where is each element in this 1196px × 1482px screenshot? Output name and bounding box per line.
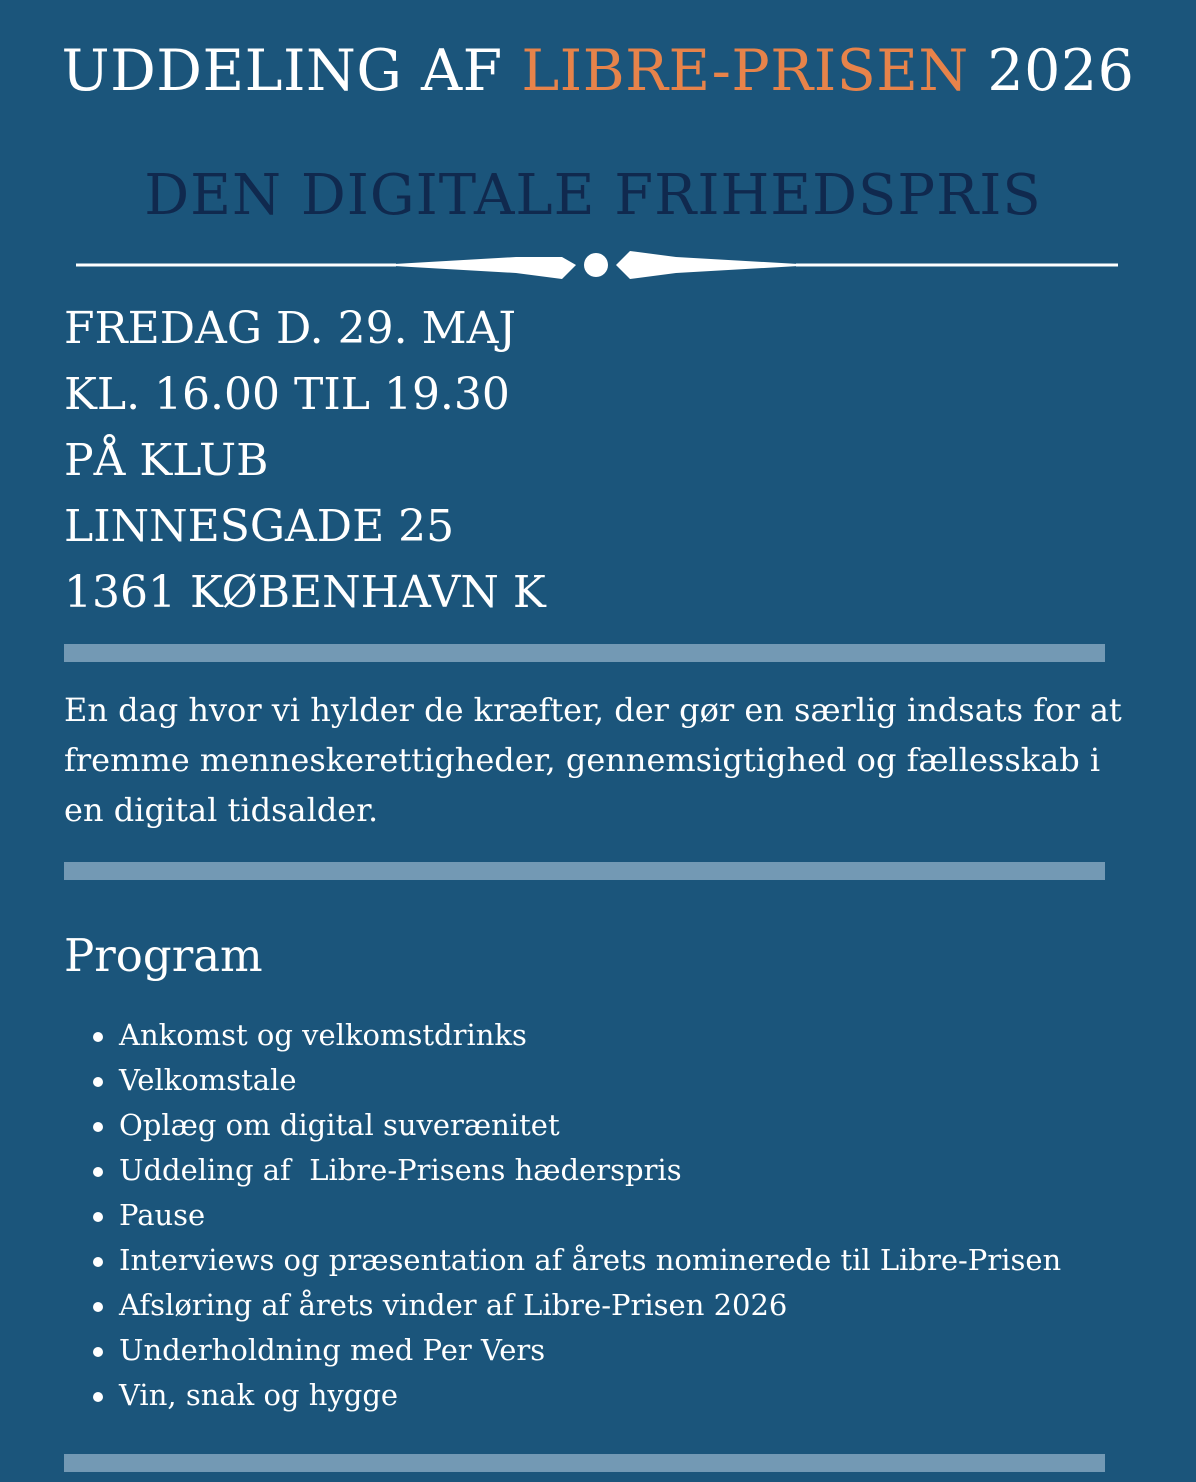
program-list <box>64 1013 1061 1418</box>
title-accent: LIBRE-PRISEN <box>521 38 969 104</box>
page-title <box>0 38 1196 104</box>
program-item: Underholdning med Per Vers <box>64 1328 1061 1373</box>
ornament-divider <box>76 249 1118 283</box>
event-street: LINNESGADE 25 <box>64 501 455 552</box>
event-venue: PÅ KLUB <box>64 435 269 486</box>
divider-rule <box>64 862 1105 880</box>
program-item: Interviews og præsentation af årets nominerede til Libre-Prisen <box>64 1238 1061 1283</box>
divider-rule <box>64 1454 1105 1472</box>
program-item: Pause <box>64 1193 1061 1238</box>
divider-rule <box>64 644 1105 662</box>
intro-text: En dag hvor vi hylder de kræfter, der gør en særlig indsats for at fremme menneskerettigheder, gennemsigtighed og fællesskab i en digital tidsalder. <box>64 691 1122 829</box>
event-city: 1361 KØBENHAVN K <box>64 567 546 618</box>
program-item: Velkomstale <box>64 1058 1061 1103</box>
event-date: FREDAG D. 29. MAJ <box>64 303 517 354</box>
program-item: Afsløring af årets vinder af Libre-Prisen 2026 <box>64 1283 1061 1328</box>
program-item: Vin, snak og hygge <box>64 1373 1061 1418</box>
program-item: Ankomst og velkomstdrinks <box>64 1013 1061 1058</box>
title-prefix: UDDELING AF <box>61 38 522 104</box>
program-heading: Program <box>64 929 263 982</box>
subtitle: DEN DIGITALE FRIHEDSPRIS <box>144 163 1042 228</box>
event-details <box>64 296 546 626</box>
program-item: Uddeling af Libre-Prisens hæderspris <box>64 1148 1061 1193</box>
title-suffix: 2026 <box>968 38 1135 104</box>
program-item: Oplæg om digital suverænitet <box>64 1103 1061 1148</box>
event-time: KL. 16.00 TIL 19.30 <box>64 369 510 420</box>
